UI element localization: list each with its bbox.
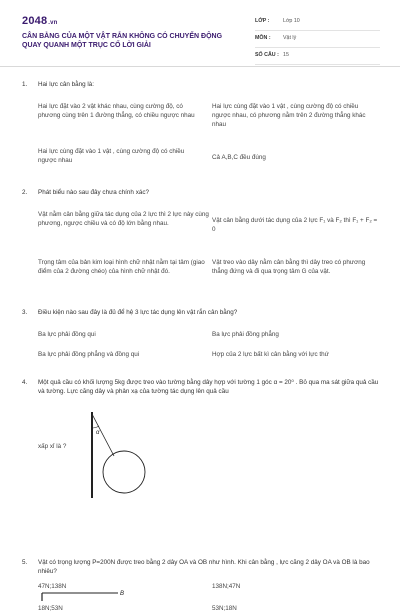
question-text: Điều kiện nào sau đây là đủ để hệ 3 lực tác dụng lên vật rắn cân bằng? bbox=[38, 309, 238, 316]
option-a[interactable]: 47N;138N bbox=[38, 583, 67, 590]
question-text-tail: xấp xỉ là ? bbox=[38, 443, 67, 450]
document-title bbox=[22, 32, 252, 51]
option-b[interactable]: 138N;47N bbox=[212, 583, 241, 590]
hanging-ball-figure bbox=[80, 410, 160, 502]
option-d[interactable]: Hợp của 2 lực bất kì cân bằng với lực thứ bbox=[212, 351, 329, 358]
question-number: 1. bbox=[22, 81, 28, 88]
question-text: Một quả cầu có khối lượng 5kg được treo vào tường bằng dây hợp với tường 1 góc α = 20⁰ . Bỏ qua ma sát giữa quả cầu và tường. Lực căng dây và phản xạ của tường tác dụng lên quả cầu bbox=[38, 379, 379, 396]
option-a[interactable]: Vật nằm cân bằng giữa tác dụng của 2 lực thì 2 lực này cùng phương, ngược chiều và có độ lớn bằng nhau. bbox=[38, 211, 209, 228]
question-number: 4. bbox=[22, 379, 28, 386]
logo-text: 2048 bbox=[22, 15, 48, 27]
option-a[interactable]: Hai lực đặt vào 2 vật khác nhau, cùng cường độ, có phương cùng trên 1 đường thẳng, có chiều ngược nhau bbox=[38, 103, 195, 120]
meta-value: Vật lý bbox=[283, 35, 297, 42]
option-c[interactable]: 18N;53N bbox=[38, 605, 63, 612]
question-text: Hai lực cân bằng là: bbox=[38, 81, 95, 88]
document-title-line-1: CÂN BẰNG CỦA MỘT VẬT RẮN KHÔNG CÓ CHUYỂN ĐỘNG bbox=[22, 33, 223, 40]
option-a[interactable]: Ba lực phải đồng qui bbox=[38, 331, 96, 338]
meta-row-count bbox=[255, 48, 380, 65]
logo-suffix: .vn bbox=[48, 20, 58, 26]
document-meta bbox=[255, 14, 380, 65]
document-header bbox=[0, 0, 400, 67]
question-text: Vật có trọng lượng P=200N được treo bằng 2 dây OA và OB như hình. Khi cân bằng , lực căng 2 dây OA và OB là bao nhiêu? bbox=[38, 559, 370, 576]
option-b[interactable]: Ba lực phải đồng phẳng bbox=[212, 331, 279, 338]
document-title-line-2: QUAY QUANH MỘT TRỤC CỐ LỜI GIẢI bbox=[22, 42, 151, 50]
meta-value: Lớp 10 bbox=[283, 18, 300, 25]
option-c[interactable]: Ba lực phải đồng phẳng và đồng qui bbox=[38, 351, 140, 358]
option-c[interactable]: Trọng tâm của bản kim loại hình chữ nhật nằm tại tâm (giao điểm của 2 đường chéo) của hình chữ nhật đó. bbox=[38, 259, 205, 276]
ball-circle bbox=[103, 451, 145, 493]
meta-label: LỚP : bbox=[255, 18, 270, 25]
question-number: 5. bbox=[22, 559, 28, 566]
option-b[interactable]: Vật cân bằng dưới tác dụng của 2 lực F₁ và F₂ thì F₁ + F₂ = 0 bbox=[212, 217, 378, 234]
meta-label: MÔN : bbox=[255, 35, 271, 42]
option-d[interactable]: 53N;18N bbox=[212, 605, 237, 612]
option-c[interactable]: Hai lực cùng đặt vào 1 vật , cùng cường độ có chiều ngược nhau bbox=[38, 148, 185, 165]
question-number: 2. bbox=[22, 189, 28, 196]
question-text: Phát biểu nào sau đây chưa chính xác? bbox=[38, 189, 149, 196]
question-number: 3. bbox=[22, 309, 28, 316]
option-b[interactable]: Hai lực cùng đặt vào 1 vật , cùng cường độ có chiều ngược nhau, có phương nằm trên 2 đường thẳng khác nhau bbox=[212, 103, 366, 129]
point-b-label: B bbox=[120, 591, 125, 597]
meta-row-class bbox=[255, 14, 380, 31]
meta-label: SỐ CÂU : bbox=[255, 52, 279, 59]
site-logo[interactable] bbox=[22, 14, 58, 30]
angle-label: α bbox=[96, 430, 100, 436]
option-d[interactable]: Vật treo vào dây nằm cân bằng thì dây treo có phương thẳng đứng và đi qua trọng tâm G của vật. bbox=[212, 259, 366, 276]
meta-row-subject bbox=[255, 31, 380, 48]
option-d[interactable]: Cả A,B,C đều đúng bbox=[212, 154, 266, 161]
meta-value: 15 bbox=[283, 52, 289, 59]
angle-arc bbox=[92, 426, 99, 428]
